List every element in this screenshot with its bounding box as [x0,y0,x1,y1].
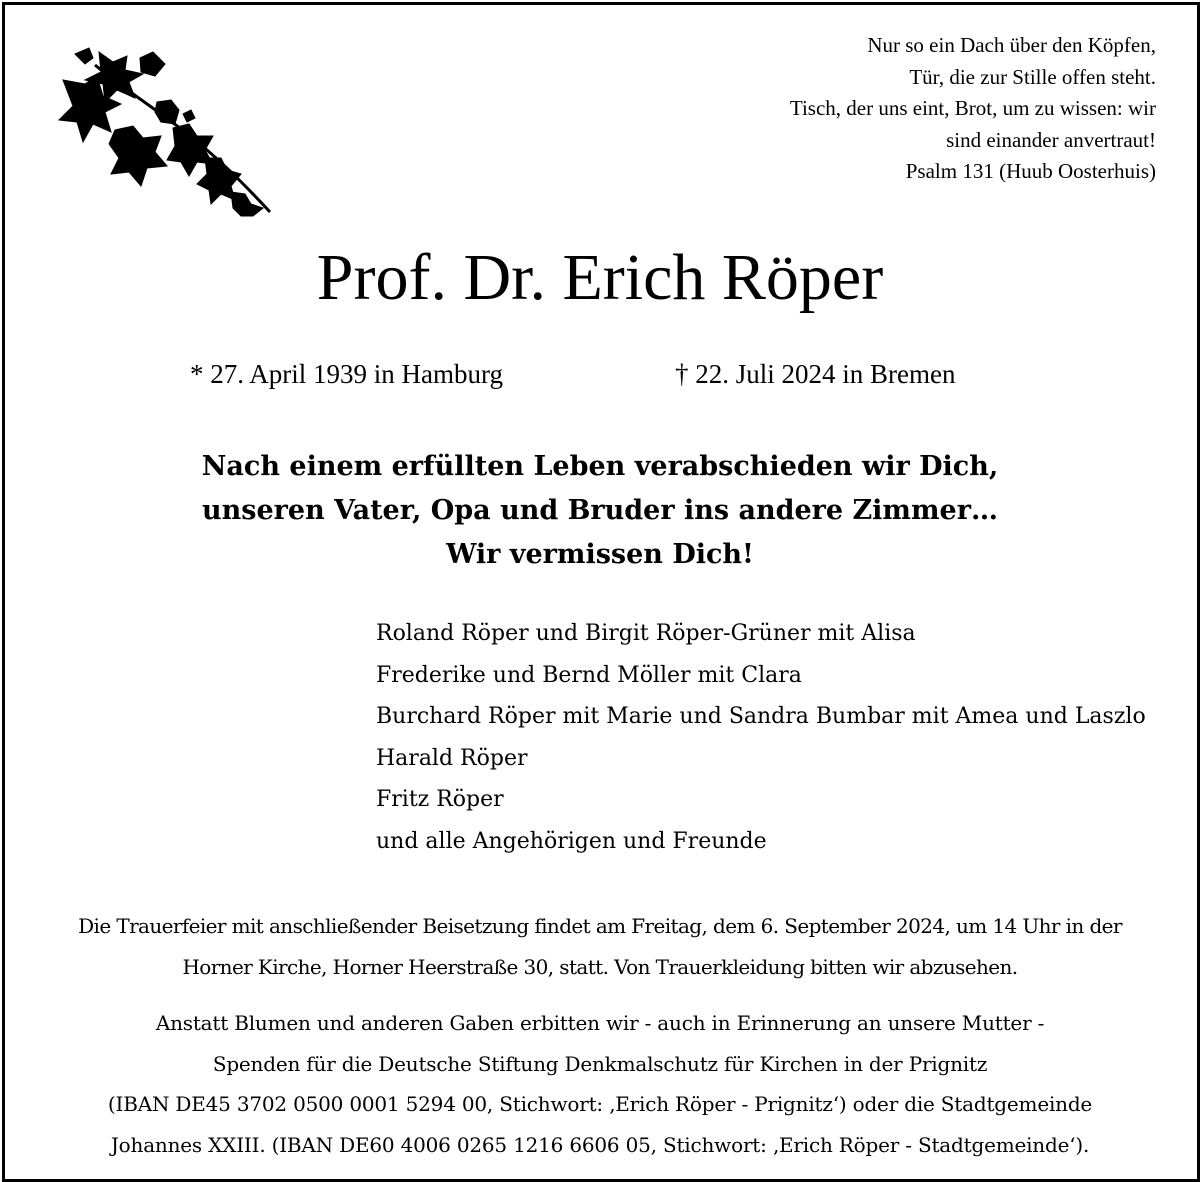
psalm-source: Psalm 131 (Huub Oosterhuis) [905,159,1156,183]
mourner-entry: Frederike und Bernd Möller mit Clara [376,662,802,688]
ceremony-line: Die Trauerfeier mit anschließender Beisetzung findet am Freitag, dem 6. September 2024, um 14 Uhr in der [78,914,1122,938]
donation-line: Johannes XXIII. (IBAN DE60 4006 0265 1216 6606 05, Stichwort: ‚Erich Röper - Stadtgemeinde‘). [110,1132,1090,1157]
farewell-line: Nach einem erfüllten Leben verabschieden wir Dich, [201,451,999,482]
donation-notice [0,1003,1200,1165]
donation-line: (IBAN DE45 3702 0500 0001 5294 00, Stichwort: ‚Erich Röper - Prignitz‘) oder die Stadtgemeinde [107,1092,1093,1116]
ceremony-notice [0,906,1200,987]
psalm-line: Nur so ein Dach über den Köpfen, [867,33,1156,57]
mourner-entry: Burchard Röper mit Marie und Sandra Bumbar mit Amea und Laszlo [376,704,1146,729]
mourner-entry: Harald Röper [376,745,528,771]
death-date: † 22. Juli 2024 in Bremen [675,359,956,389]
donation-line: Anstatt Blumen und anderen Gaben erbitten wir - auch in Erinnerung an unsere Mutter - [155,1011,1045,1035]
ceremony-line: Horner Kirche, Horner Heerstraße 30, statt. Von Trauerkleidung bitten wir abzusehen. [182,954,1018,979]
ivy-branch-icon [55,40,280,220]
farewell-line: Wir vermissen Dich! [446,539,754,570]
psalm-quote [790,30,1156,188]
mourner-entry: Fritz Röper [376,787,504,812]
mourners-list [376,613,1146,862]
farewell-line: unseren Vater, Opa und Bruder ins andere Zimmer… [202,495,998,526]
deceased-name: Prof. Dr. Erich Röper [316,241,884,314]
psalm-line: Tür, die zur Stille offen steht. [909,64,1156,89]
mourner-entry: Roland Röper und Birgit Röper-Grüner mit Alisa [376,621,916,646]
donation-line: Spenden für die Deutsche Stiftung Denkmalschutz für Kirchen in der Prignitz [212,1051,988,1076]
farewell-message [0,445,1200,577]
mourner-entry: und alle Angehörigen und Freunde [376,828,767,854]
psalm-line: sind einander anvertraut! [946,127,1156,152]
psalm-line: Tisch, der uns eint, Brot, um zu wissen: wir [789,96,1156,120]
birth-date: * 27. April 1939 in Hamburg [190,359,503,389]
